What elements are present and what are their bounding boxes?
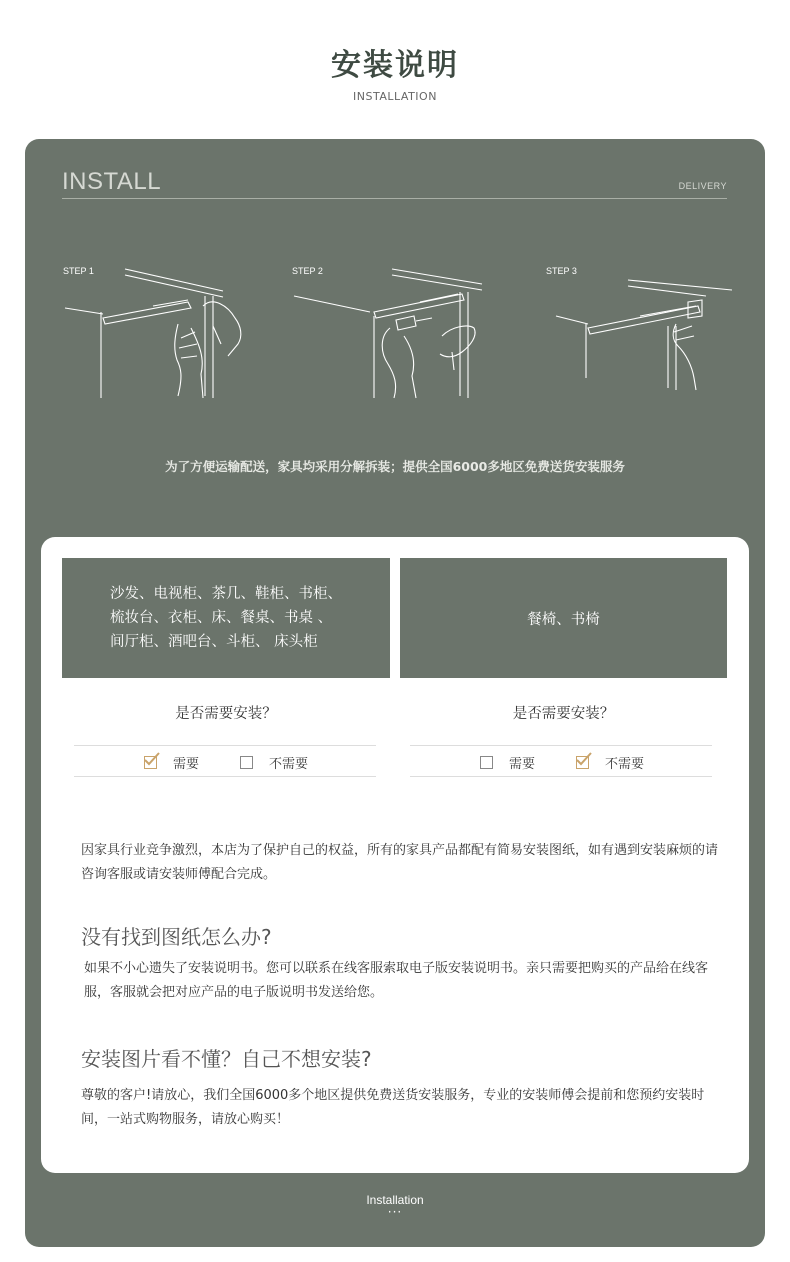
category-line: 间厅柜、酒吧台、斗柜、 床头柜 <box>110 634 318 650</box>
faq-question-1: 没有找到图纸怎么办? <box>81 925 272 949</box>
intro-line: 为了方便运输配送，家具均采用分解拆装；提供全国6000多地区免费送货安装服务 <box>165 459 625 474</box>
option-label: 需要 <box>173 757 200 772</box>
hand-securing-rail-icon <box>546 266 746 406</box>
install-options-left <box>74 745 376 777</box>
option-no-need-right[interactable] <box>576 753 644 772</box>
step-3 <box>546 266 577 276</box>
page-title: 安装说明 <box>331 48 459 83</box>
hands-fixing-drawer-rail-icon <box>63 266 263 406</box>
category-box-left <box>62 558 390 678</box>
checkbox-checked-icon[interactable] <box>576 756 589 769</box>
category-line: 餐椅、书椅 <box>527 611 600 628</box>
page-subtitle: INSTALLATION <box>353 90 437 103</box>
checkbox-checked-icon[interactable] <box>144 756 157 769</box>
install-options-right <box>410 745 712 777</box>
notice-paragraph: 因家具行业竞争激烈，本店为了保护自己的权益，所有的家具产品都配有简易安装图纸，如有遇到安装麻烦的请咨询客服或请安装师傅配合完成。 <box>81 843 719 882</box>
footer-dots: ··· <box>387 1205 403 1219</box>
option-no-need-left[interactable] <box>240 753 308 772</box>
faq-answer-1: 如果不小心遗失了安装说明书。您可以联系在线客服索取电子版安装说明书。亲只需要把购买的产品给在线客服，客服就会把对应产品的电子版说明书发送给您。 <box>84 961 709 1000</box>
step-1 <box>63 266 94 276</box>
step-2 <box>292 266 323 276</box>
checkbox-unchecked-icon[interactable] <box>480 756 493 769</box>
faq-question-2: 安装图片看不懂？自己不想安装? <box>81 1047 372 1071</box>
category-box-right <box>400 558 727 678</box>
option-label: 不需要 <box>269 757 309 772</box>
step-1-label: STEP 1 <box>63 266 94 276</box>
category-line: 沙发、电视柜、茶几、鞋柜、书柜、 <box>110 586 342 602</box>
checkbox-unchecked-icon[interactable] <box>240 756 253 769</box>
heading-divider <box>62 198 727 199</box>
option-label: 不需要 <box>605 757 645 772</box>
category-line: 梳妆台、衣柜、床、餐桌、书桌 、 <box>110 610 333 626</box>
content-card <box>41 537 749 1173</box>
option-need-left[interactable] <box>144 753 199 772</box>
screwdriver-installing-rail-icon <box>292 266 492 406</box>
install-panel <box>25 139 765 1247</box>
option-need-right[interactable] <box>480 753 535 772</box>
delivery-label: DELIVERY <box>678 181 727 191</box>
option-label: 需要 <box>509 757 536 772</box>
faq-answer-2: 尊敬的客户!请放心，我们全国6000多个地区提供免费送货安装服务，专业的安装师傅会提前和您预约安装时间，一站式购物服务，请放心购买！ <box>81 1088 705 1127</box>
step-3-label: STEP 3 <box>546 266 577 276</box>
footer-text: Installation <box>366 1193 424 1207</box>
install-heading: INSTALL <box>62 168 162 195</box>
step-2-label: STEP 2 <box>292 266 323 276</box>
install-question-right: 是否需要安装？ <box>512 706 615 722</box>
install-question-left: 是否需要安装？ <box>175 706 277 722</box>
